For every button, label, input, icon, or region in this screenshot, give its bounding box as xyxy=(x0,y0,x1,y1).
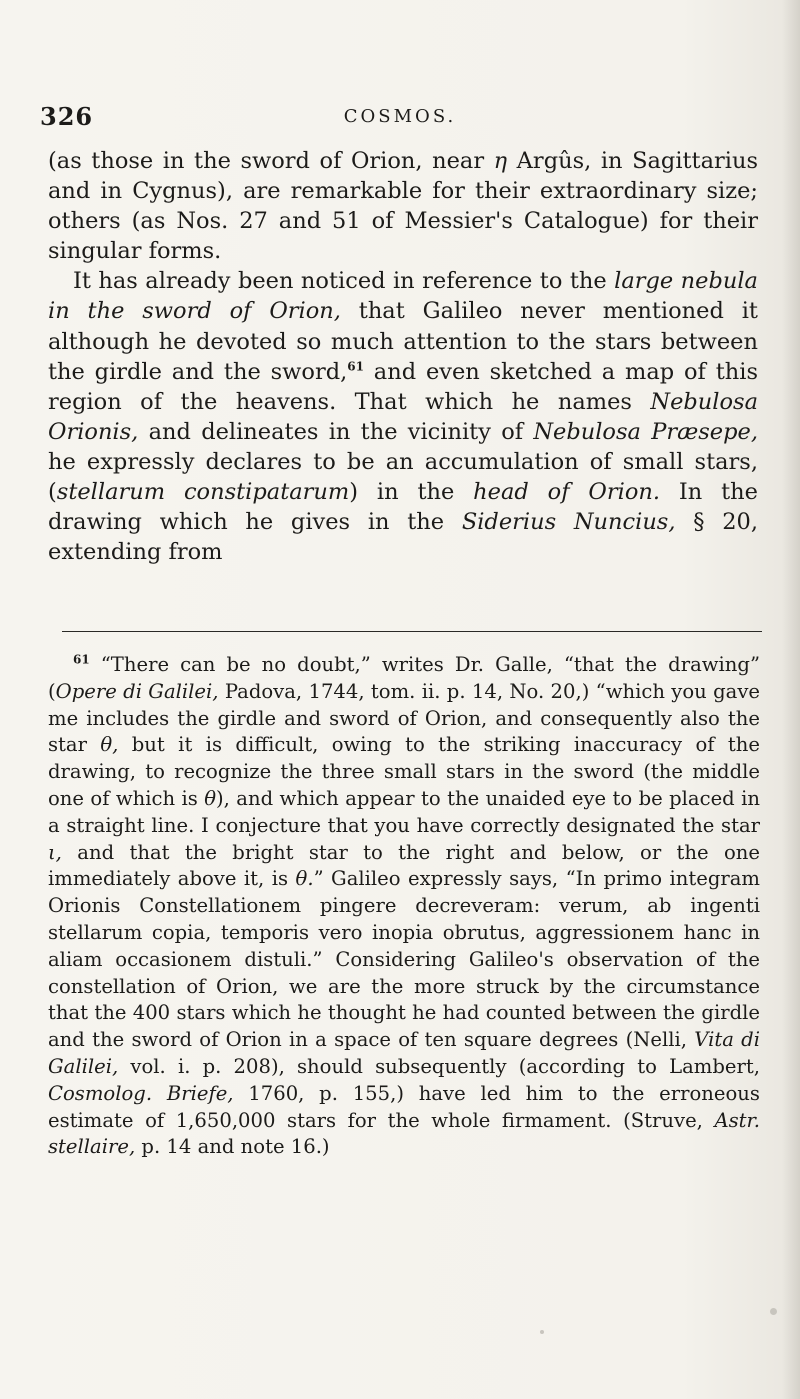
footnote-61: $^{61}$ “There can be no doubt,” writes Dr. Galle, “that the drawing” (Opere di Galilei, Padova, 1744, tom. ii. p. 14, No. 20,) “which you gave me includes the girdle and sword of Orion, and consequently also the star θ, but it is difficult, owing to the striking inaccuracy of the drawing, to recognize the three small stars in the sword (the middle one of which is θ), and which appear to the unaided eye to be placed in a straight line. I conjecture that you have correctly designated the star ι, and that the bright star to the right and below, or the one immediately above it, is θ.” Galileo expressly says, “In primo integram Orionis Constellationem pingere decreveram: verum, ab ingenti stellarum copia, temporis vero inopia obrutus, aggressionem hanc in aliam occasionem distuli.” Considering Galileo's observation of the constellation of Orion, we are the more struck by the circumstance that the 400 stars which he thought he had counted between the girdle and the sword of Orion in a space of ten square degrees (Nelli, Vita di Galilei, vol. i. p. 208), should subsequently (according to Lambert, Cosmolog. Briefe, 1760, p. 155,) have led him to the erroneous estimate of 1,650,000 stars for the whole firmament. (Struve, Astr. stellaire, p. 14 and note 16.) xyxy=(48,652,760,1159)
footnote-marker: 61 xyxy=(73,652,90,667)
paragraph-1: (as those in the sword of Orion, near η Argûs, in Sagittarius and in Cygnus), are remarkable for their extraordinary size; others (as Nos. 27 and 51 of Messier's Catalogue) for their singular forms. xyxy=(48,148,758,265)
footnote-reference[interactable]: 61 xyxy=(347,359,364,374)
running-head: COSMOS. xyxy=(343,106,457,127)
paragraph-2: It has already been noticed in reference to the large nebula in the sword of Orion, that Galileo never mentioned it although he devoted so much attention to the stars between the girdle and the sword,$^{61}$ and even sketched a map of this region of the heavens. That which he names Nebulosa Orionis, and delineates in the vicinity of Nebulosa Præsepe, he expressly declares to be an accumulation of small stars, (stellarum constipatarum) in the head of Orion. In the drawing which he gives in the Siderius Nuncius, § 20, extending from xyxy=(48,268,758,566)
main-text xyxy=(48,146,758,567)
paper-speck xyxy=(540,1330,544,1334)
page-number: 326 xyxy=(40,102,94,131)
page-edge-shadow xyxy=(782,0,800,1399)
paper-speck xyxy=(770,1308,777,1315)
footnote xyxy=(48,652,760,1161)
footnote-divider xyxy=(62,631,762,632)
